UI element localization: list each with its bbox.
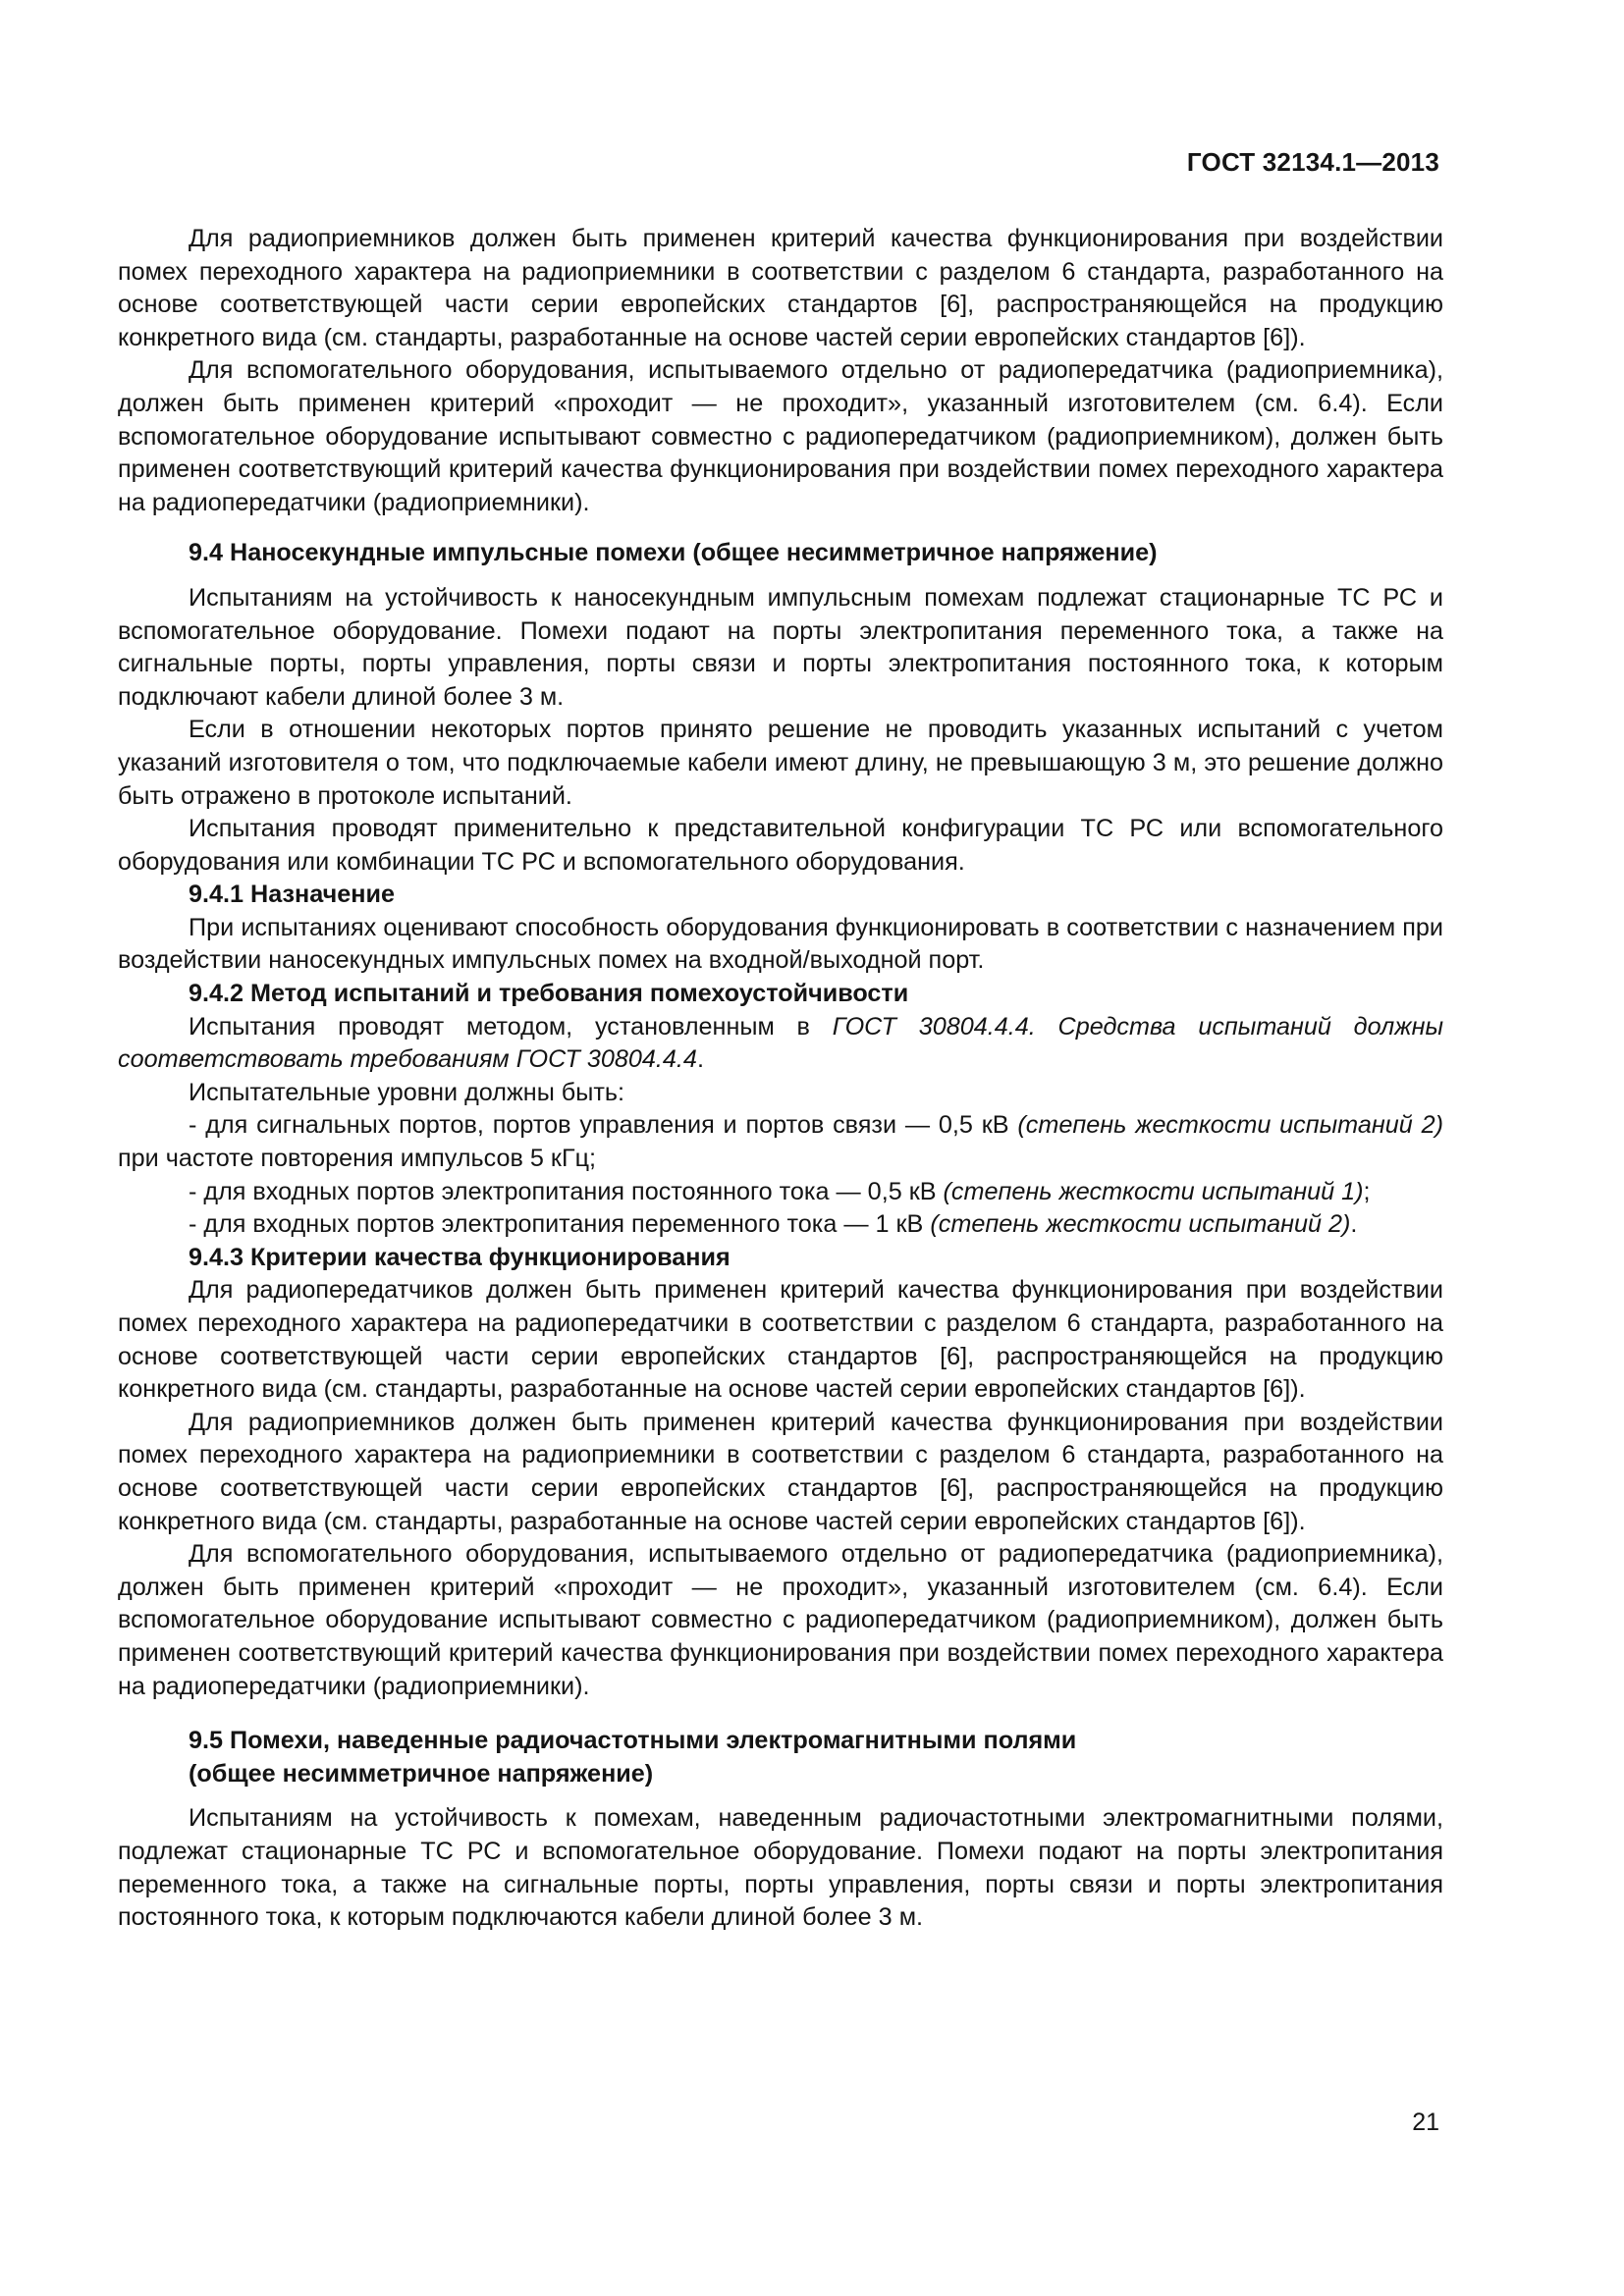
subsection-heading-9-4-1: 9.4.1 Назначение	[189, 881, 395, 909]
text-run: при частоте повторения импульсов 5 кГц;	[118, 1145, 597, 1173]
standard-header: ГОСТ 32134.1—2013	[1186, 147, 1439, 177]
paragraph: Испытаниям на устойчивость к наносекундным импульсным помехам подлежат стационарные ТС РС и вспомогательное оборудование. Помехи подают на порты электропитания переменного тока, а также на сигнальные порты, порты управления, порты связи и порты электропитания постоянного тока, к которым подключают кабели длиной более 3 м.	[118, 583, 1443, 711]
section-heading-9-4: 9.4 Наносекундные импульсные помехи (общее несимметричное напряжение)	[189, 539, 1158, 567]
subsection-heading-9-4-3: 9.4.3 Критерии качества функционирования	[189, 1243, 731, 1271]
page-number: 21	[1412, 2109, 1439, 2136]
italic-text-run: (степень жесткости испытаний 1)	[943, 1177, 1364, 1205]
paragraph: При испытаниях оценивают способность оборудования функционировать в соответствии с назначением при воздействии наносекундных импульсных помех на входной/выходной порт.	[118, 913, 1443, 975]
subsection-heading-9-4-2: 9.4.2 Метод испытаний и требования помехоустойчивости	[189, 980, 909, 1008]
italic-text-run: (степень жесткости испытаний 2)	[930, 1210, 1351, 1239]
paragraph: Для радиоприемников должен быть применен критерий качества функционирования при воздействии помех переходного характера на радиоприемники в соответствии с разделом 6 стандарта, разработанного на основе соответствующей части серии европейских стандартов [6], распространяющейся на продукцию конкретного вида (см. стандарты, разработанные на основе частей серии европейских стандартов [6]).	[118, 1408, 1443, 1535]
text-run: - для входных портов электропитания переменного тока — 1 кВ	[189, 1210, 931, 1239]
list-item	[118, 1176, 1443, 1209]
paragraph: Для радиоприемников должен быть применен критерий качества функционирования при воздействии помех переходного характера на радиоприемники в соответствии с разделом 6 стандарта, разработанного на основе соответствующей части серии европейских стандартов [6], распространяющейся на продукцию конкретного вида (см. стандарты, разработанные на основе частей серии европейских стандартов [6]).	[118, 225, 1443, 351]
paragraph: Для вспомогательного оборудования, испытываемого отдельно от радиопередатчика (радиоприемника), должен быть применен критерий «проходит — не проходит», указанный изготовителем (см. 6.4). Если вспомогательное оборудование испытывают совместно с радиопередатчиком (радиоприемником), должен быть применен соответствующий критерий качества функционирования при воздействии помех переходного характера на радиопередатчики (радиоприемники).	[118, 1540, 1443, 1700]
text-run: ;	[1363, 1177, 1371, 1205]
section-heading-line: 9.5 Помехи, наведенные радиочастотными электромагнитными полями	[189, 1727, 1077, 1755]
paragraph: Испытательные уровни должны быть:	[189, 1078, 624, 1106]
paragraph: Если в отношении некоторых портов принято решение не проводить указанных испытаний с учетом указаний изготовителя о том, что подключаемые кабели имеют длину, не превышающую 3 м, это решение должно быть отражено в протоколе испытаний.	[118, 716, 1443, 810]
text-run: Испытания проводят методом, установленным в	[189, 1012, 833, 1041]
paragraph: Для радиопередатчиков должен быть применен критерий качества функционирования при воздействии помех переходного характера на радиопередатчики в соответствии с разделом 6 стандарта, разработанного на основе соответствующей части серии европейских стандартов [6], распространяющейся на продукцию конкретного вида (см. стандарты, разработанные на основе частей серии европейских стандартов [6]).	[118, 1276, 1443, 1404]
paragraph: Испытаниям на устойчивость к помехам, наведенным радиочастотными электромагнитными полями, подлежат стационарные ТС РС и вспомогательное оборудование. Помехи подают на порты электропитания переменного тока, а также на сигнальные порты, порты управления, порты связи и порты электропитания постоянного тока, к которым подключаются кабели длиной более 3 м.	[118, 1804, 1443, 1932]
paragraph	[118, 1011, 1443, 1077]
section-heading-line: (общее несимметричное напряжение)	[189, 1759, 654, 1788]
list-item	[118, 1208, 1443, 1242]
document-body	[118, 223, 1443, 1935]
text-run: .	[696, 1045, 704, 1074]
italic-text-run: ГОСТ 30804.4.4. Средства испытаний должны соответствовать требованиям ГОСТ 30804.4.4	[118, 1012, 1443, 1074]
italic-text-run: (степень жесткости испытаний 2)	[1017, 1111, 1443, 1140]
text-run: - для сигнальных портов, портов управления и портов связи — 0,5 кВ	[189, 1111, 1018, 1140]
section-heading-9-5	[118, 1725, 1443, 1790]
list-item	[118, 1109, 1443, 1175]
paragraph: Испытания проводят применительно к представительной конфигурации ТС РС или вспомогательного оборудования или комбинации ТС РС и вспомогательного оборудования.	[118, 815, 1443, 876]
paragraph: Для вспомогательного оборудования, испытываемого отдельно от радиопередатчика (радиоприемника), должен быть применен критерий «проходит — не проходит», указанный изготовителем (см. 6.4). Если вспомогательное оборудование испытывают совместно с радиопередатчиком (радиоприемником), должен быть применен соответствующий критерий качества функционирования при воздействии помех переходного характера на радиопередатчики (радиоприемники).	[118, 356, 1443, 516]
text-run: .	[1350, 1210, 1358, 1239]
text-run: - для входных портов электропитания постоянного тока — 0,5 кВ	[189, 1177, 944, 1205]
